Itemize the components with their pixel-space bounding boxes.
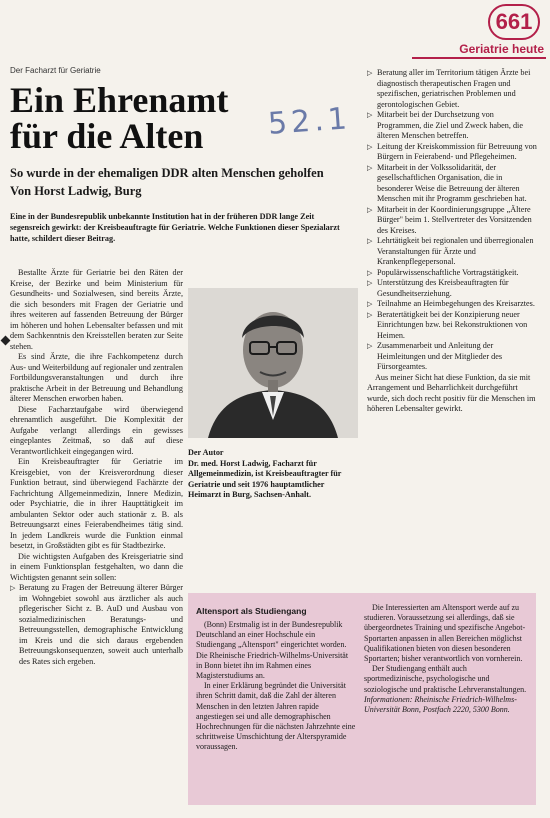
bullet-item: ▷ Unterstützung des Kreisbeauftragten für Gesundheitserziehung. (367, 278, 539, 299)
bullet-item: ▷ Leitung der Kreiskommission für Betreuung von Bürgern in Feierabend- und Pflegeheimen. (367, 142, 539, 163)
page-number: 661 (488, 4, 540, 40)
bullet-item: ▷ Beratung zu Fragen der Betreuung älterer Bürger im Wohngebiet sowohl aus ärztlicher als auch pflegerischer Sicht z. B. AuD und Ausbau von sozialmedizinischen Beratungs- und Betreuungsstellen, demographische Entwicklung im Kreis und die sich daraus ergebenden Betreuungskonsequenzen, soweit auch unterhalb des Rates sich ergeben. (10, 583, 183, 667)
sidebar-title: Altensport als Studiengang (196, 606, 307, 616)
bullet-item: ▷ Zusammenarbeit und Anleitung der Heimleitungen und der Mitglieder des Fürsorgeamtes. (367, 341, 539, 373)
caption-label: Der Autor (188, 448, 224, 457)
paragraph: Es sind Ärzte, die ihre Fachkompetenz durch Aus- und Weiterbildung auf regionaler und zentralen Fortbildungsveranstaltungen und durch ihre praktische Arbeit in der Betreuung und Behandlung älterer Menschen erworben haben. (10, 352, 183, 403)
sidebar-column-1 (196, 620, 356, 753)
left-column (10, 268, 183, 667)
photo-caption (188, 448, 358, 501)
sidebar-paragraph: (Bonn) Erstmalig ist in der Bundesrepublik Deutschland an einer Hochschule ein Studiengang „Altensport" eingerichtet worden. Die Rheinische Friedrich-Wilhelms-Universität in Bonn bietet ihn im Rahmen eines Magisterstudiums an. (196, 620, 349, 681)
sidebar-info: Informationen: Rheinische Friedrich-Wilhelms-Universität Bonn, Postfach 2220, 5300 Bonn. (364, 694, 517, 715)
subheadline (10, 164, 365, 200)
headline-line-2: für die Alten (10, 116, 204, 156)
bullet-item: ▷ Mitarbeit in der Volkssolidarität, der gesellschaftlichen Organisation, die in besonderer Weise die Betreuung der älteren Menschen mit ihr Programm geschrieben hat. (367, 163, 539, 205)
bullet-item: ▷ Mitarbeit in der Koordinierungsgruppe „Ältere Bürger" beim 1. Stellvertreter des Vorsitzenden des Kreises. (367, 205, 539, 237)
caption-text: Dr. med. Horst Ladwig, Facharzt für Allgemeinmedizin, ist Kreisbeauftragter für Geriatrie und seit 1976 hauptamtlicher Heimarzt in Burg, Sachsen-Anhalt. (188, 458, 342, 499)
author-byline: Von Horst Ladwig, Burg (10, 184, 142, 198)
bullet-item: ▷ Beratertätigkeit bei der Konzipierung neuer Einrichtungen bzw. bei Rekonstruktionen von Heimen. (367, 310, 539, 342)
section-rule (412, 57, 546, 59)
sidebar-column-2 (364, 603, 528, 715)
paragraph: Diese Facharztaufgabe wird überwiegend ehrenamtlich ausgeführt. Die Komplexität der Aufgabe verlangt allerdings ein gewisses eingeplantes Zeitmaß, so daß auf diese Verantwortlichkeit eingegangen wird. (10, 404, 183, 456)
rubric-label: Der Facharzt für Geriatrie (10, 66, 101, 75)
paragraph: Die wichtigsten Aufgaben des Kreisgeriatrie sind in einem Funktionsplan festgehalten, wo dann die Wichtigsten genannt sein sollen: (10, 551, 183, 582)
sidebar-paragraph: In einer Erklärung begründet die Universität ihren Schritt damit, daß die Zahl der älteren Menschen in den letzten Jahren rapide angestiegen sei und alle demographischen Hochrechnungen für die nächsten Jahrzehnte eine schrittweise Umschichtung der Alterspyramide voraussagen. (196, 681, 356, 752)
author-photo (188, 288, 358, 438)
paragraph: Aus meiner Sicht hat diese Funktion, da sie mit Arrangement und Beharrlichkeit durchgeführt wurde, sich doch recht positiv für die Menschen im höheren Lebensalter gewirkt. (367, 372, 536, 413)
sidebar-paragraph: Der Studiengang enthält auch sportmedizinische, psychologische und soziologische und praktische Lehrveranstaltungen. (364, 664, 527, 694)
lede-paragraph: Eine in der Bundesrepublik unbekannte Institution hat in der früheren DDR lange Zeit segensreich gewirkt: der Kreisbeauftragte für Geriatrie. Welche Funktionen dieser Spezialarzt hatte, schildert dieser Beitrag. (10, 212, 340, 243)
section-title: Geriatrie heute (459, 42, 544, 56)
bullet-item: ▷ Populärwissenschaftliche Vortragstätigkeit. (367, 268, 539, 279)
paragraph: Bestallte Ärzte für Geriatrie bei den Räten der Kreise, der Bezirke und beim Ministerium für Gesundheits- und Sozialwesen, sind bereits Ärzte, die sich besonders mit Fragen der Geriatrie und ihres weiteren auf fassenden Betreuung der Bürger im höheren und hohen Lebensalter befassen und mit dem Sachkenntnis den Kreisstellen beraten zur Seite stehen. (10, 268, 183, 351)
handwritten-note: 52.1 (266, 101, 352, 142)
bullet-item: ▷ Mitarbeit bei der Durchsetzung von Programmen, die Ziel und Zweck haben, die älteren Menschen betreffen. (367, 110, 539, 142)
right-column (367, 68, 539, 415)
headline-line-1: Ein Ehrenamt (10, 80, 229, 120)
subhead-line-1: So wurde in der ehemaligen DDR alten Menschen geholfen (10, 166, 324, 180)
bullet-item: ▷ Lehrtätigkeit bei regionalen und überregionalen Veranstaltungen für Ärzte und Krankenpflegepersonal. (367, 236, 539, 268)
paragraph: Ein Kreisbeauftragter für Geriatrie im Kreisgebiet, von der Kreisverordnung dieser Funktion betraut, sind überwiegend Fachärzte der Fachrichtung Allgemeinmedizin, Innere Medizin, oder Psychiatrie, die in ihrer Haupttätigkeit im ambulanten Sektor oder auch stationär z. B. als Betreuungsarzt eines Feierabendheimes tätig sind. In jedem Landkreis wurde die Funktion einmal besetzt, in Großstädten gibt es für Stadtbezirke. (10, 457, 183, 550)
bullet-item: ▷ Teilnahme an Heimbegehungen des Kreisarztes. (367, 299, 539, 310)
sidebar-paragraph: Die Interessierten am Altensport werde auf zu studieren. Voraussetzung sei allerdings, daß sie übergeordnetes Training und spezifische Angebot-Sportarten anpassen in allen Bereichen möglichst Qualifikationen bieten von diesen besonderen Sportarten; bisher verantwortlich von vornherein. (364, 603, 526, 664)
bullet-item: ▷ Beratung aller im Territorium tätigen Ärzte bei diagnostisch therapeutischen Fragen und spezifischen, geriatrischen Problemen und gerontologischen Gebiet. (367, 68, 539, 110)
margin-marker-icon (1, 336, 11, 346)
author-portrait-image (188, 288, 358, 438)
sidebar-box (188, 593, 536, 805)
